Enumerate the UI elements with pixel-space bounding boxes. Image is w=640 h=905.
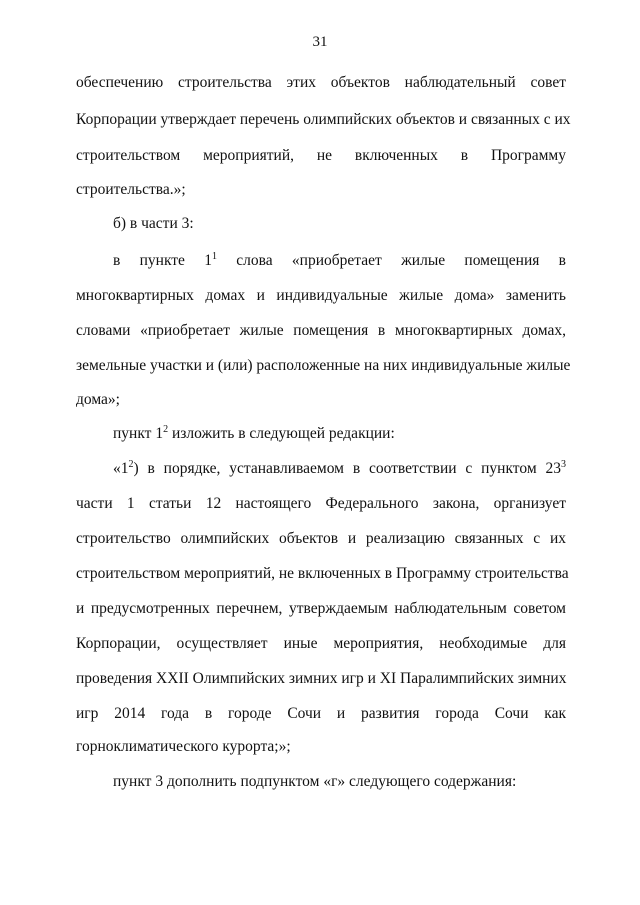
text-line: Корпорации, осуществляет иные мероприятия, необходимые для	[76, 635, 566, 652]
text-line: проведения XXII Олимпийских зимних игр и XI Паралимпийских зимних	[76, 670, 567, 687]
page-number: 31	[312, 34, 328, 50]
text-line: строительством мероприятий, не включенных в Программу строительства	[76, 565, 569, 582]
text-line: дома»;	[76, 391, 120, 408]
text-line: горноклиматического курорта;»;	[76, 738, 291, 755]
superscript: 2	[128, 459, 134, 470]
text-line: игр 2014 года в городе Сочи и развития города Сочи как	[76, 705, 566, 722]
text-line: строительством мероприятий, не включенных в Программу	[76, 147, 566, 164]
text-line	[113, 424, 395, 444]
text-line: строительства.»;	[76, 181, 186, 198]
text-fragment: пункт 1	[113, 425, 164, 442]
text-fragment: в пункте 1	[113, 252, 212, 269]
text-line: части 1 статьи 12 настоящего Федерального закона, организует	[76, 495, 566, 512]
text-fragment: слова «приобретает жилые помещения в	[216, 252, 566, 269]
text-fragment: «1	[113, 460, 129, 477]
text-fragment: ) в порядке, устанавливаемом в соответствии с пунктом 23	[133, 460, 561, 477]
superscript: 1	[211, 251, 217, 262]
text-line: пункт 3 дополнить подпунктом «г» следующего содержания:	[113, 773, 517, 790]
text-line: Корпорации утверждает перечень олимпийских объектов и связанных с их	[76, 111, 571, 128]
text-line: обеспечению строительства этих объектов наблюдательный совет	[76, 74, 566, 91]
text-line: словами «приобретает жилые помещения в многоквартирных домах,	[76, 322, 566, 339]
text-line: б) в части 3:	[113, 215, 194, 232]
superscript: 2	[163, 424, 169, 435]
text-line	[113, 251, 566, 271]
text-line: и предусмотренных перечнем, утверждаемым наблюдательным советом	[76, 600, 566, 617]
superscript: 3	[561, 459, 566, 470]
text-line: строительство олимпийских объектов и реализацию связанных с их	[76, 530, 566, 547]
text-fragment: изложить в следующей редакции:	[168, 425, 395, 442]
text-line	[113, 459, 566, 479]
text-line: многоквартирных домах и индивидуальные жилые дома» заменить	[76, 287, 566, 304]
text-line: земельные участки и (или) расположенные на них индивидуальные жилые	[76, 357, 571, 374]
